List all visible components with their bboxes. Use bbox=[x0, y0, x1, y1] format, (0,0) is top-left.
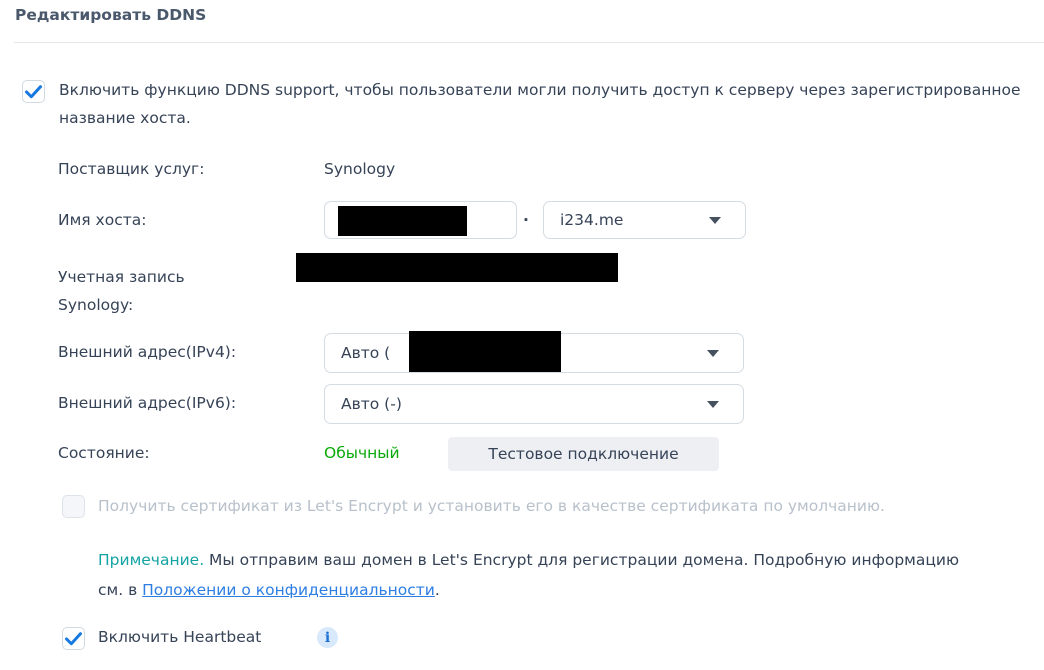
ipv4-label: Внешний адрес(IPv4): bbox=[58, 343, 237, 361]
hostname-domain-separator: . bbox=[523, 207, 529, 225]
lets-encrypt-label: Получить сертификат из Let's Encrypt и установить его в качестве сертификата по умолчанию. bbox=[98, 497, 885, 515]
heartbeat-label: Включить Heartbeat bbox=[98, 628, 262, 646]
heartbeat-checkbox[interactable] bbox=[62, 627, 85, 650]
enable-ddns-checkbox[interactable] bbox=[22, 80, 45, 103]
ipv6-label: Внешний адрес(IPv6): bbox=[58, 394, 237, 412]
page-title: Редактировать DDNS bbox=[15, 6, 207, 24]
ipv4-select[interactable] bbox=[324, 333, 744, 373]
ipv6-select-value: Авто (-) bbox=[341, 395, 402, 413]
domain-select-value: i234.me bbox=[560, 211, 624, 229]
title-divider bbox=[14, 42, 1044, 43]
chevron-down-icon bbox=[709, 217, 721, 224]
account-redacted-value bbox=[296, 253, 618, 282]
chevron-down-icon bbox=[707, 350, 719, 357]
info-icon[interactable]: i bbox=[317, 627, 338, 648]
enable-ddns-label: Включить функцию DDNS support, чтобы пользователи могли получить доступ к серверу через зарегистрированное название хоста. bbox=[59, 81, 1021, 127]
hostname-input[interactable] bbox=[324, 201, 517, 239]
ipv4-select-value: Авто ( bbox=[341, 344, 391, 362]
note-text bbox=[98, 545, 978, 605]
checkmark-icon bbox=[63, 628, 84, 649]
provider-label: Поставщик услуг: bbox=[58, 160, 205, 178]
chevron-down-icon bbox=[707, 401, 719, 408]
privacy-policy-link[interactable]: Положении о конфиденциальности bbox=[142, 581, 435, 599]
provider-value: Synology bbox=[324, 160, 396, 178]
status-label: Состояние: bbox=[58, 444, 150, 462]
note-body: Мы отправим ваш домен в Let's Encrypt для регистрации домена. Подробную информацию см. в bbox=[98, 551, 960, 599]
hostname-redacted-value bbox=[338, 206, 467, 236]
note-title: Примечание. bbox=[98, 551, 205, 569]
test-connection-button[interactable]: Тестовое подключение bbox=[448, 437, 719, 471]
status-badge: Обычный bbox=[324, 444, 400, 462]
lets-encrypt-checkbox[interactable] bbox=[62, 495, 85, 518]
ipv6-select[interactable] bbox=[324, 384, 744, 424]
note-suffix: . bbox=[434, 581, 440, 599]
domain-select[interactable] bbox=[543, 201, 746, 239]
checkmark-icon bbox=[23, 81, 44, 102]
account-label: Учетная запись Synology: bbox=[58, 268, 185, 314]
hostname-label: Имя хоста: bbox=[58, 211, 147, 229]
ipv4-redacted-value bbox=[409, 331, 561, 372]
